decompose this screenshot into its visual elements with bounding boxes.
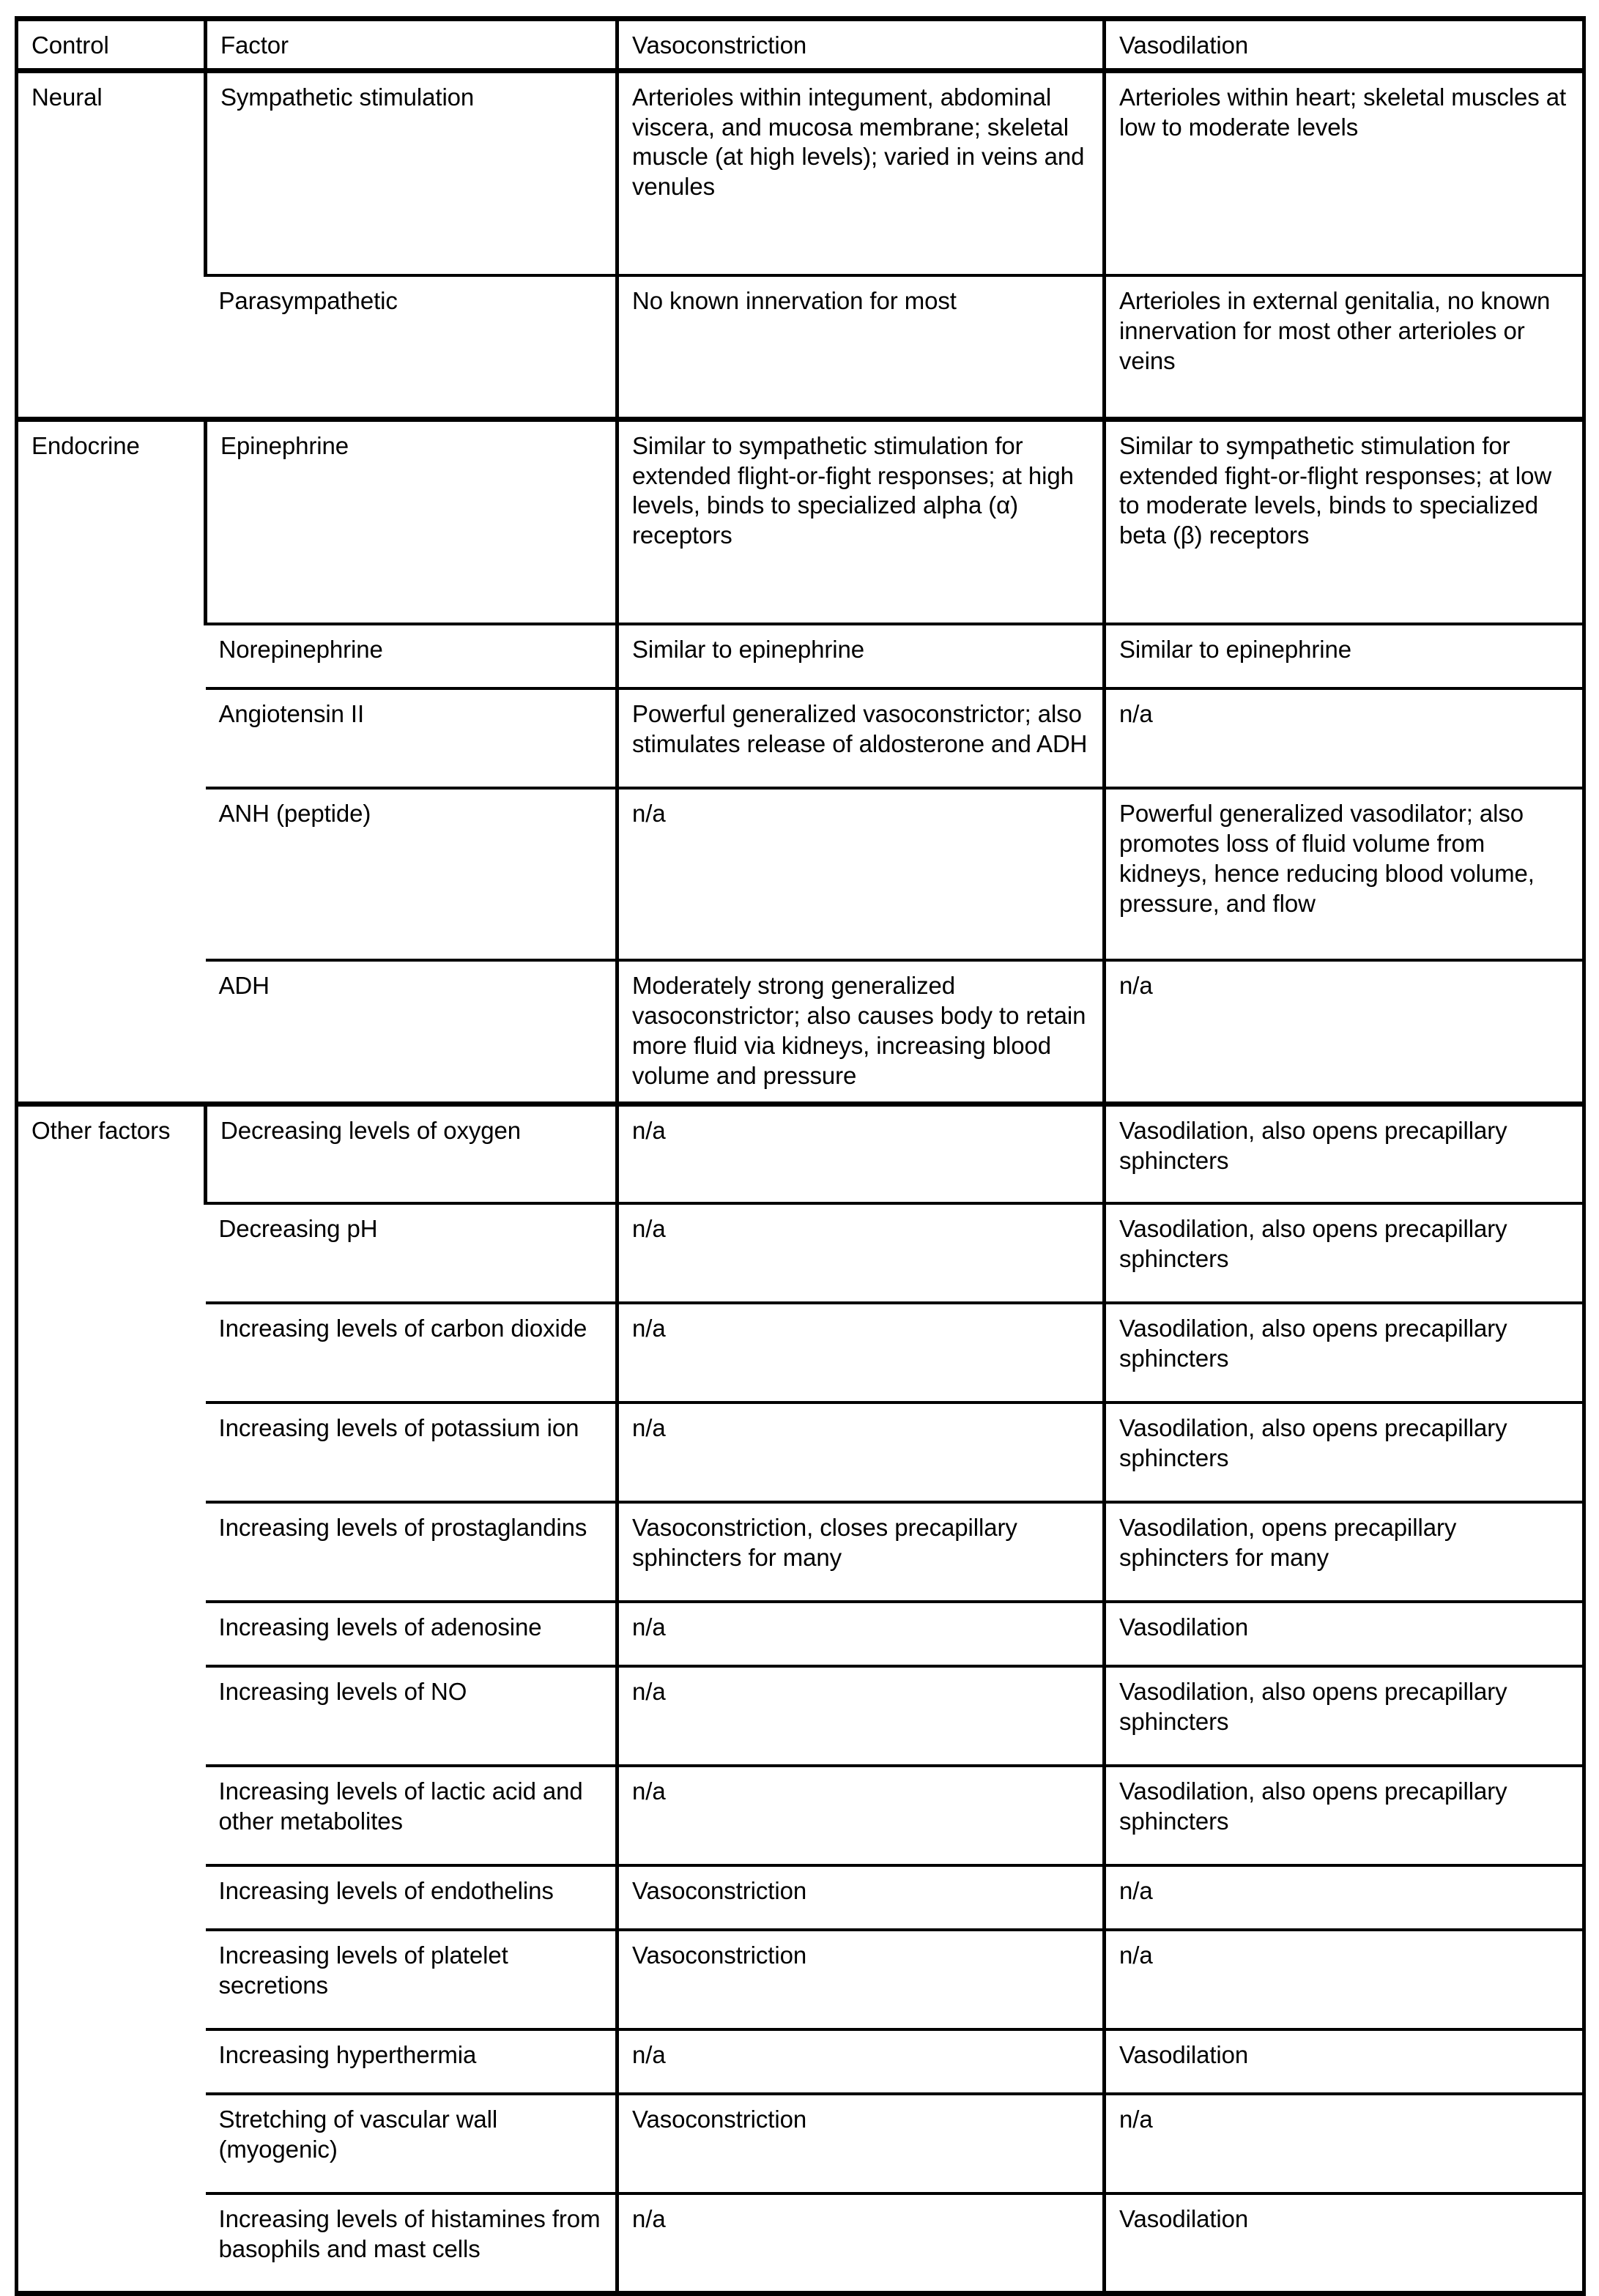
factor-cell: Increasing levels of prostaglandins [206,1502,617,1602]
table-header [17,19,1584,71]
vasodilation-cell: Vasodilation, opens precapillary sphincters for many [1105,1502,1584,1602]
factor-cell: Increasing levels of lactic acid and other metabolites [206,1766,617,1865]
factor-cell: Parasympathetic [206,275,617,419]
factor-cell: Sympathetic stimulation [206,70,617,275]
vasoconstriction-cell: Vasoconstriction, closes precapillary sphincters for many [617,1502,1105,1602]
vasoconstriction-cell: Vasoconstriction [617,1930,1105,2029]
factor-cell: Increasing levels of potassium ion [206,1403,617,1502]
factor-cell: Increasing hyperthermia [206,2029,617,2094]
table-row [17,960,1584,1104]
table-row [17,1865,1584,1930]
vasodilation-cell: Similar to epinephrine [1105,624,1584,688]
control-group-neural: Neural [31,83,103,111]
vasoconstriction-cell: Arterioles within integument, abdominal viscera, and mucosa membrane; skeletal muscle (at high levels); varied in veins and venules [617,70,1105,275]
header-row [17,19,1584,71]
vasoconstriction-cell: n/a [617,1666,1105,1766]
factor-cell: Epinephrine [206,419,617,624]
factor-cell: Decreasing levels of oxygen [206,1104,617,1203]
table-row [17,1502,1584,1602]
table-row [17,2029,1584,2094]
vasodilation-cell: Similar to sympathetic stimulation for extended fight-or-flight responses; at low to moderate levels, binds to specialized beta (β) receptors [1105,419,1584,624]
vasoconstriction-cell: Vasoconstriction [617,2094,1105,2193]
factor-cell: Increasing levels of carbon dioxide [206,1303,617,1403]
vasodilation-cell: n/a [1105,1930,1584,2029]
control-group-endocrine: Endocrine [17,419,206,1104]
table-row [17,419,1584,624]
vasoconstriction-cell: n/a [617,1203,1105,1303]
factor-cell: ANH (peptide) [206,788,617,960]
table-row [17,1930,1584,2029]
factor-cell: Angiotensin II [206,688,617,788]
vasodilation-cell: n/a [1105,2094,1584,2193]
table-row [17,70,1584,275]
control-group-other-factors: Other factors [17,1104,206,2293]
table-row [17,788,1584,960]
vasodilation-cell: n/a [1105,688,1584,788]
vasodilation-cell: Arterioles within heart; skeletal muscles at low to moderate levels [1105,70,1584,275]
factor-cell: Norepinephrine [206,624,617,688]
vasodilation-cell: Vasodilation [1105,2193,1584,2293]
table-row [17,1666,1584,1766]
table-row [17,2094,1584,2193]
vasoconstriction-cell: n/a [617,1104,1105,1203]
table-row [17,624,1584,688]
vasodilation-cell: Powerful generalized vasodilator; also promotes loss of fluid volume from kidneys, hence reducing blood volume, pressure, and flow [1105,788,1584,960]
factor-cell: Increasing levels of NO [206,1666,617,1766]
table-row [17,275,1584,419]
vasodilation-cell: Vasodilation [1105,2029,1584,2094]
vasoconstriction-cell: Similar to epinephrine [617,624,1105,688]
vasodilation-cell: Arterioles in external genitalia, no known innervation for most other arterioles or veins [1105,275,1584,419]
vasodilation-cell: Vasodilation, also opens precapillary sphincters [1105,1766,1584,1865]
table-row [17,1766,1584,1865]
factor-cell: Increasing levels of endothelins [206,1865,617,1930]
column-header-vasoconstriction: Vasoconstriction [617,19,1105,71]
vasoconstriction-cell: n/a [617,2193,1105,2293]
factor-cell: Stretching of vascular wall (myogenic) [206,2094,617,2193]
vasoconstriction-cell: n/a [617,1602,1105,1666]
vascular-homeostasis-table [15,16,1586,2296]
table-row [17,2193,1584,2293]
vasoconstriction-cell: Moderately strong generalized vasoconstrictor; also causes body to retain more fluid via kidneys, increasing blood volume and pressure [617,960,1105,1104]
vasoconstriction-cell: Vasoconstriction [617,1865,1105,1930]
factor-cell: Decreasing pH [206,1203,617,1303]
table-row [17,1303,1584,1403]
vasodilation-cell: n/a [1105,960,1584,1104]
column-header-vasodilation: Vasodilation [1105,19,1584,71]
vasoconstriction-cell: n/a [617,788,1105,960]
factor-cell: ADH [206,960,617,1104]
vasoconstriction-cell: n/a [617,1303,1105,1403]
column-header-factor: Factor [206,19,617,71]
vasoconstriction-cell: n/a [617,1766,1105,1865]
vasodilation-cell: Vasodilation, also opens precapillary sphincters [1105,1104,1584,1203]
vasodilation-cell: Vasodilation [1105,1602,1584,1666]
table-row [17,1203,1584,1303]
factor-cell: Increasing levels of adenosine [206,1602,617,1666]
vasoconstriction-cell: n/a [617,1403,1105,1502]
vasodilation-cell: n/a [1105,1865,1584,1930]
vasodilation-cell: Vasodilation, also opens precapillary sphincters [1105,1303,1584,1403]
vasoconstriction-cell: n/a [617,2029,1105,2094]
table-row [17,1403,1584,1502]
vasoconstriction-cell: No known innervation for most [617,275,1105,419]
vasodilation-cell: Vasodilation, also opens precapillary sphincters [1105,1203,1584,1303]
table-row [17,688,1584,788]
vasoconstriction-cell: Similar to sympathetic stimulation for extended flight-or-fight responses; at high levels, binds to specialized alpha (α) receptors [617,419,1105,624]
column-header-control: Control [17,19,206,71]
table-row [17,1104,1584,1203]
table-row [17,1602,1584,1666]
factor-cell: Increasing levels of histamines from basophils and mast cells [206,2193,617,2293]
vasodilation-cell: Vasodilation, also opens precapillary sphincters [1105,1666,1584,1766]
vasodilation-cell: Vasodilation, also opens precapillary sphincters [1105,1403,1584,1502]
vasoconstriction-cell: Powerful generalized vasoconstrictor; also stimulates release of aldosterone and ADH [617,688,1105,788]
factor-cell: Increasing levels of platelet secretions [206,1930,617,2029]
table-body [17,70,1584,2293]
